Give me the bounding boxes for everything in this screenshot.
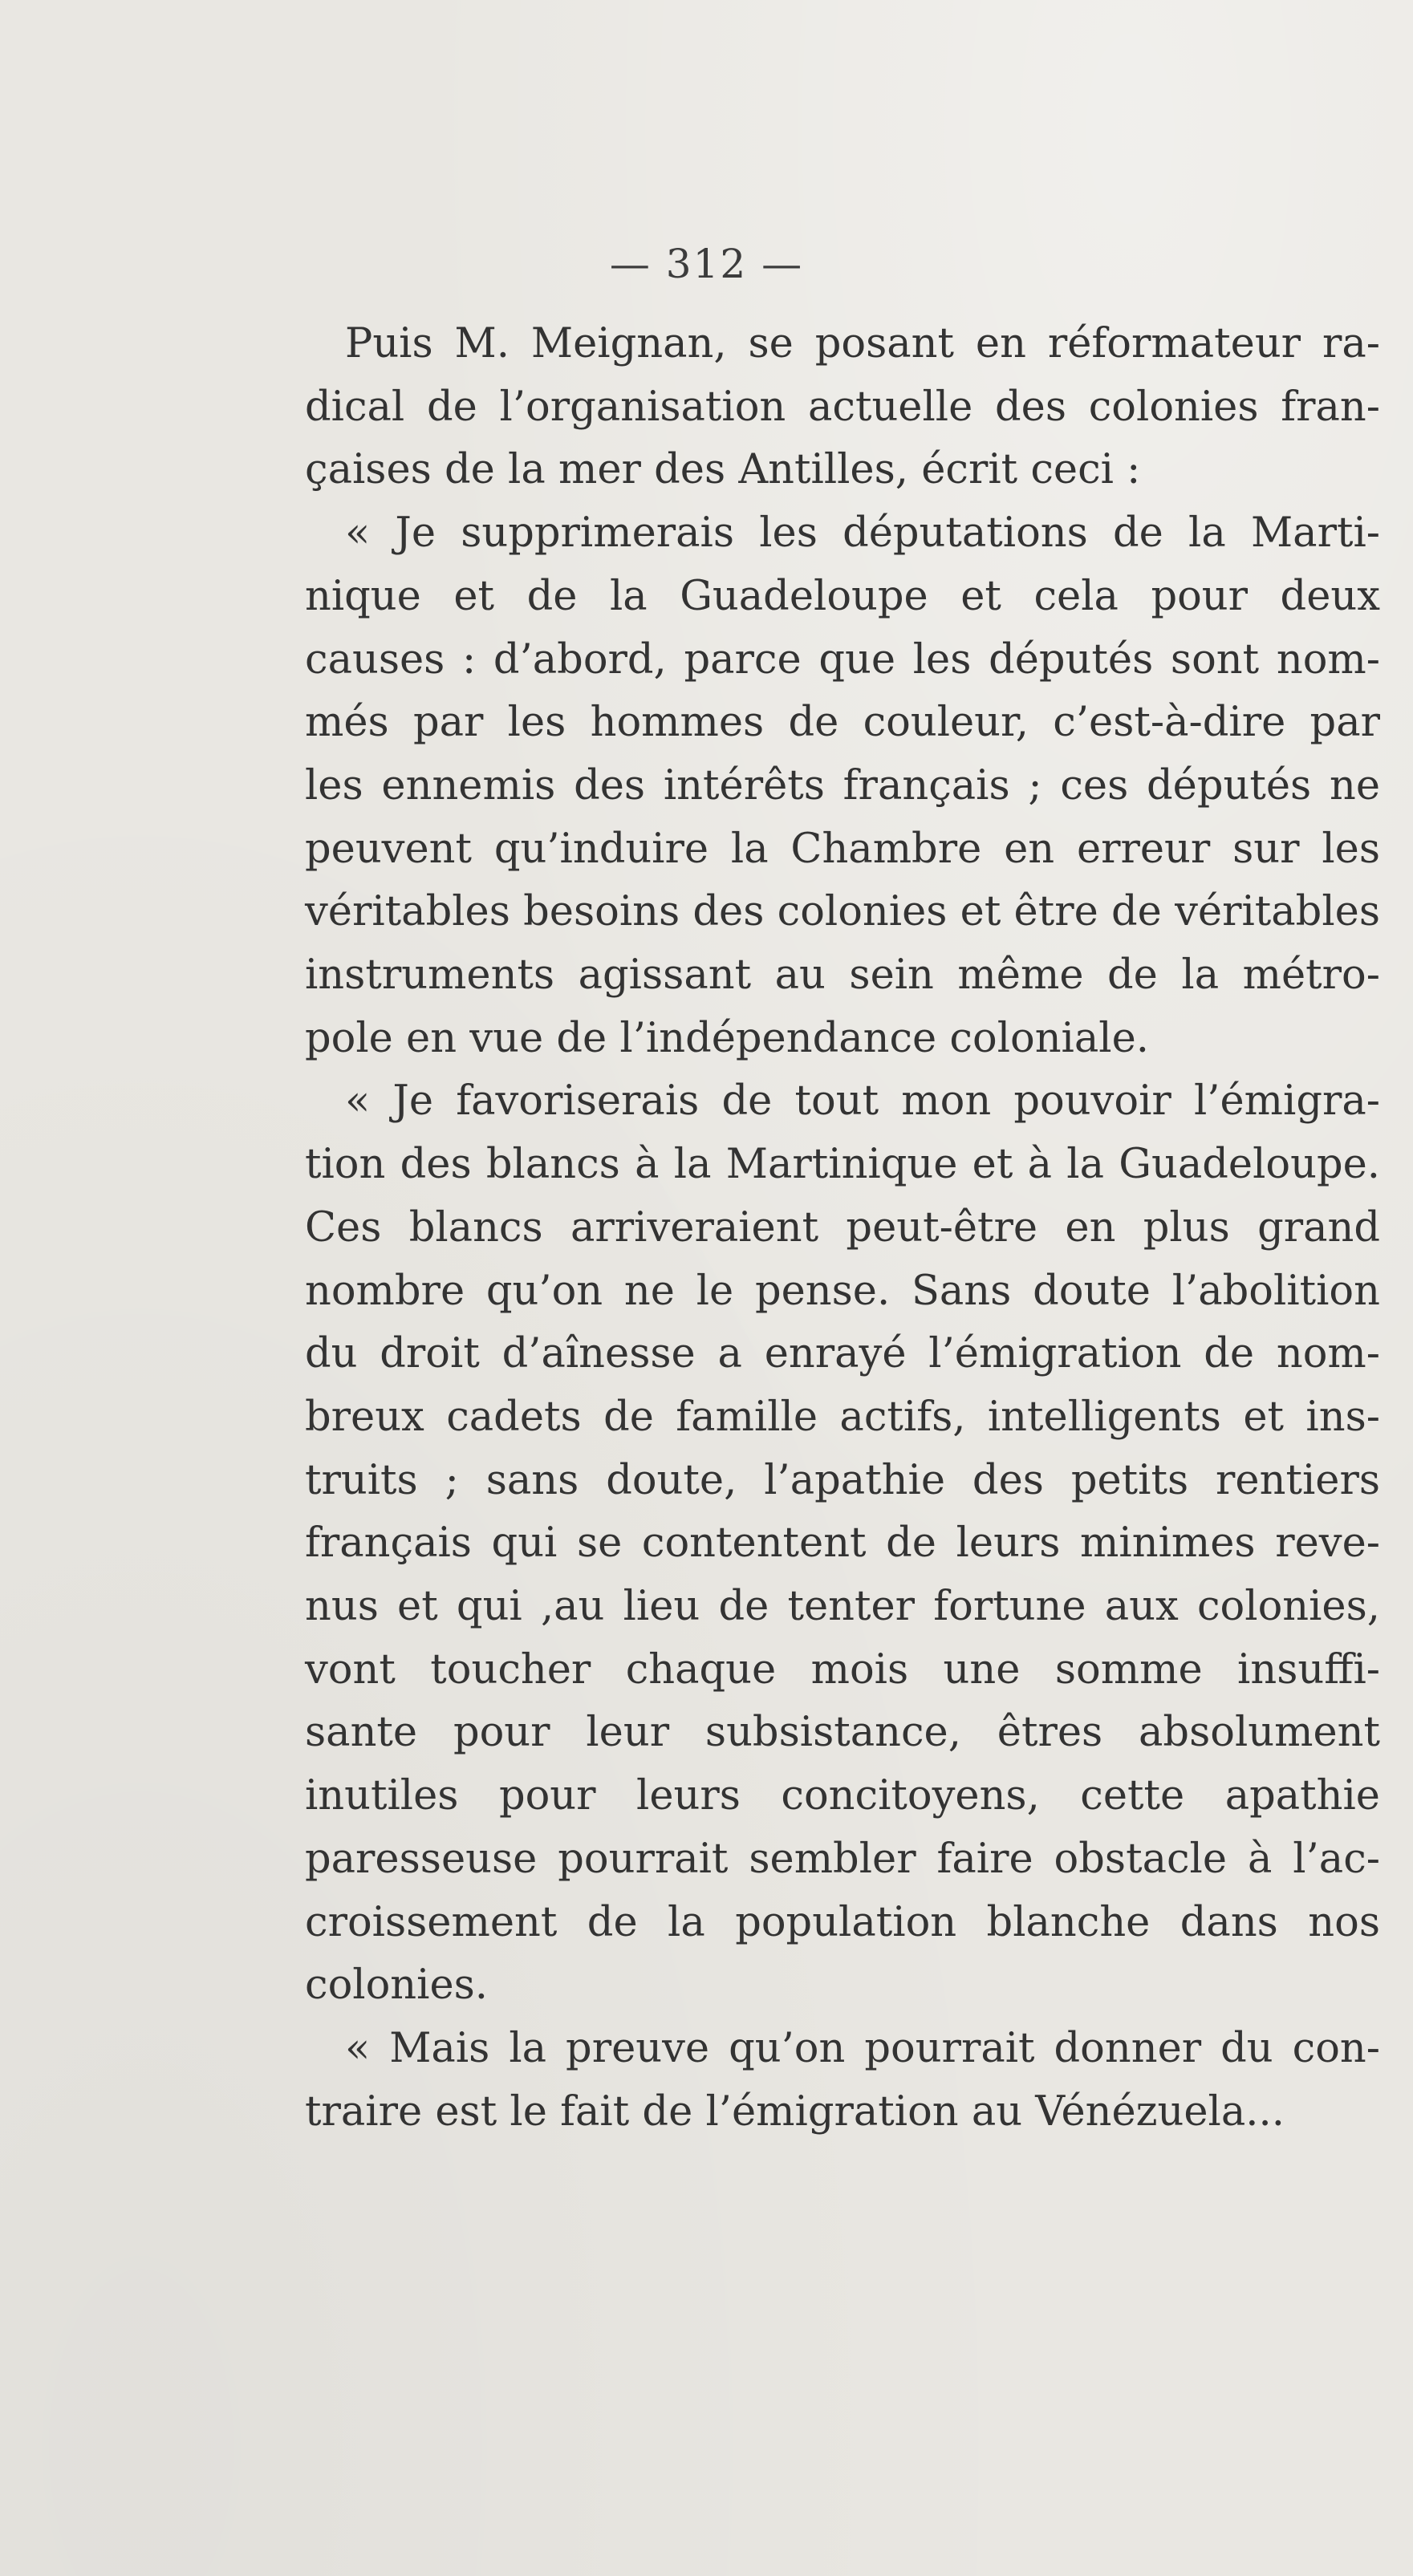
- text-line: du droit d’aînesse a enrayé l’émigration de nom-: [305, 1330, 1380, 1378]
- text-line: més par les hommes de couleur, c’est-à-dire par: [305, 699, 1380, 747]
- text-line: dical de l’organisation actuelle des colonies fran-: [305, 383, 1380, 431]
- text-line: pole en vue de l’indépendance coloniale.: [305, 1014, 1149, 1062]
- text-body: [305, 313, 1380, 2144]
- text-line: croissement de la population blanche dans nos: [305, 1898, 1380, 1946]
- page-number: — 312 —: [609, 241, 804, 287]
- text-line: les ennemis des intérêts français ; ces députés ne: [305, 761, 1380, 809]
- text-line: causes : d’abord, parce que les députés sont nom-: [305, 635, 1380, 684]
- paragraph: [305, 502, 1380, 1070]
- text-line: vont toucher chaque mois une somme insuffi-: [305, 1645, 1380, 1694]
- paragraph: [305, 2018, 1380, 2144]
- text-line: nus et qui ,au lieu de tenter fortune aux colonies,: [305, 1583, 1380, 1631]
- text-line: truits ; sans doute, l’apathie des petits rentiers: [305, 1456, 1380, 1504]
- text-line: « Mais la preuve qu’on pourrait donner du con-: [345, 2024, 1380, 2072]
- text-line: traire est le fait de l’émigration au Vénézuela...: [305, 2087, 1285, 2136]
- text-line: nombre qu’on ne le pense. Sans doute l’abolition: [305, 1267, 1380, 1315]
- text-line: nique et de la Guadeloupe et cela pour deux: [305, 572, 1380, 620]
- paragraph: [305, 313, 1380, 502]
- text-line: peuvent qu’induire la Chambre en erreur sur les: [305, 825, 1380, 873]
- text-line: « Je supprimerais les députations de la Marti-: [345, 509, 1380, 558]
- text-line: sante pour leur subsistance, êtres absolument: [305, 1709, 1380, 1757]
- text-line: instruments agissant au sein même de la métro-: [305, 951, 1380, 1000]
- text-line: français qui se contentent de leurs minimes reve-: [305, 1519, 1380, 1568]
- text-line: paresseuse pourrait sembler faire obstacle à l’ac-: [305, 1835, 1380, 1883]
- text-line: véritables besoins des colonies et être de véritables: [305, 888, 1380, 936]
- text-line: tion des blancs à la Martinique et à la Guadeloupe.: [305, 1141, 1380, 1189]
- text-line: çaises de la mer des Antilles, écrit ceci :: [305, 446, 1141, 494]
- paragraph: [305, 1070, 1380, 2018]
- text-line: breux cadets de famille actifs, intelligents et ins-: [305, 1393, 1380, 1441]
- text-line: Ces blancs arriveraient peut-être en plus grand: [305, 1203, 1380, 1251]
- text-line: inutiles pour leurs concitoyens, cette apathie: [305, 1772, 1380, 1820]
- text-line: colonies.: [305, 1961, 489, 2010]
- text-line: Puis M. Meignan, se posant en réformateur ra-: [345, 320, 1380, 367]
- text-line: « Je favoriserais de tout mon pouvoir l’émigra-: [345, 1077, 1380, 1126]
